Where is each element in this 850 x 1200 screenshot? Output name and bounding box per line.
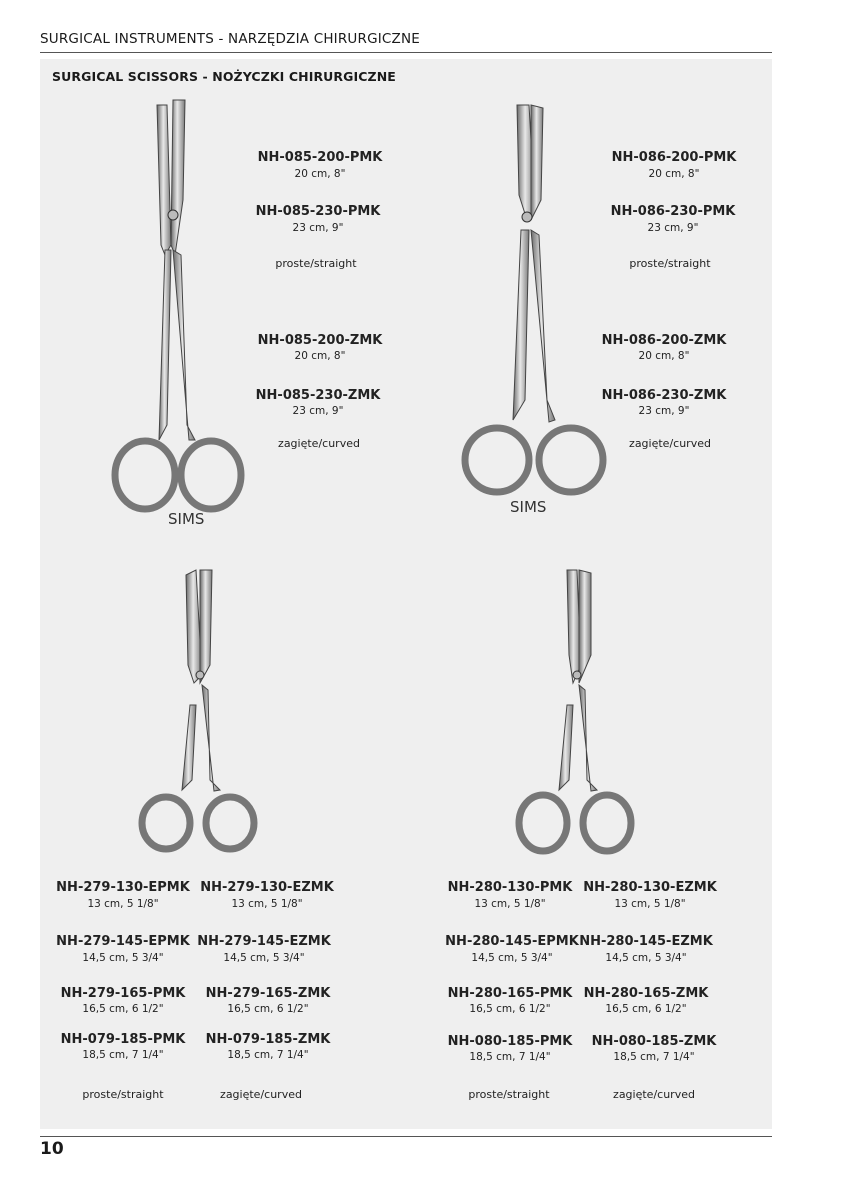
product-size: 16,5 cm, 6 1/2" bbox=[605, 1003, 687, 1015]
product-code: NH-086-200-ZMK bbox=[601, 333, 727, 348]
product-size: 14,5 cm, 5 3/4" bbox=[605, 952, 687, 964]
product-code: NH-085-200-ZMK bbox=[257, 333, 383, 348]
variant-note: zagięte/curved bbox=[629, 437, 711, 450]
product-code: NH-279-165-ZMK bbox=[205, 986, 331, 1001]
product-size: 18,5 cm, 7 1/4" bbox=[82, 1049, 164, 1061]
product-size: 23 cm, 9" bbox=[647, 222, 699, 234]
page-number: 10 bbox=[40, 1139, 64, 1159]
variant-note: zagięte/curved bbox=[220, 1088, 302, 1101]
product-size: 13 cm, 5 1/8" bbox=[231, 898, 303, 910]
header-rule bbox=[40, 52, 772, 53]
operating-scissors-curved-image bbox=[505, 565, 645, 865]
product-size: 16,5 cm, 6 1/2" bbox=[82, 1003, 164, 1015]
variant-note: zagięte/curved bbox=[278, 437, 360, 450]
product-code: NH-280-130-EZMK bbox=[583, 880, 717, 895]
model-label-sims: SIMS bbox=[168, 510, 205, 528]
model-label-sims: SIMS bbox=[510, 498, 547, 516]
product-size: 14,5 cm, 5 3/4" bbox=[471, 952, 553, 964]
product-size: 14,5 cm, 5 3/4" bbox=[223, 952, 305, 964]
product-code: NH-280-165-PMK bbox=[447, 986, 573, 1001]
product-code: NH-280-165-ZMK bbox=[583, 986, 709, 1001]
variant-note: proste/straight bbox=[275, 257, 357, 270]
product-code: NH-280-130-PMK bbox=[447, 880, 573, 895]
footer-rule bbox=[40, 1136, 772, 1137]
product-code: NH-086-200-PMK bbox=[611, 150, 737, 165]
product-size: 16,5 cm, 6 1/2" bbox=[469, 1003, 551, 1015]
product-size: 18,5 cm, 7 1/4" bbox=[469, 1051, 551, 1063]
product-size: 23 cm, 9" bbox=[292, 222, 344, 234]
product-code: NH-085-230-PMK bbox=[255, 204, 381, 219]
page-header-title: SURGICAL INSTRUMENTS - NARZĘDZIA CHIRURGICZNE bbox=[40, 31, 421, 47]
product-code: NH-079-185-PMK bbox=[60, 1032, 186, 1047]
product-code: NH-279-130-EZMK bbox=[200, 880, 334, 895]
product-code: NH-079-185-ZMK bbox=[205, 1032, 331, 1047]
product-size: 23 cm, 9" bbox=[638, 405, 690, 417]
operating-scissors-straight-image bbox=[130, 565, 270, 865]
product-size: 20 cm, 8" bbox=[648, 168, 700, 180]
product-size: 18,5 cm, 7 1/4" bbox=[613, 1051, 695, 1063]
product-code: NH-279-165-PMK bbox=[60, 986, 186, 1001]
product-size: 18,5 cm, 7 1/4" bbox=[227, 1049, 309, 1061]
product-code: NH-280-145-EPMK bbox=[445, 934, 579, 949]
product-size: 16,5 cm, 6 1/2" bbox=[227, 1003, 309, 1015]
section-title: SURGICAL SCISSORS - NOŻYCZKI CHIRURGICZNE bbox=[52, 69, 396, 84]
product-size: 20 cm, 8" bbox=[638, 350, 690, 362]
product-code: NH-086-230-ZMK bbox=[601, 388, 727, 403]
product-code: NH-279-130-EPMK bbox=[56, 880, 190, 895]
product-size: 20 cm, 8" bbox=[294, 168, 346, 180]
sims-scissors-curved-image bbox=[455, 100, 615, 500]
variant-note: proste/straight bbox=[82, 1088, 164, 1101]
product-size: 13 cm, 5 1/8" bbox=[474, 898, 546, 910]
variant-note: proste/straight bbox=[468, 1088, 550, 1101]
product-size: 13 cm, 5 1/8" bbox=[614, 898, 686, 910]
product-size: 23 cm, 9" bbox=[292, 405, 344, 417]
product-code: NH-085-200-PMK bbox=[257, 150, 383, 165]
product-code: NH-085-230-ZMK bbox=[255, 388, 381, 403]
product-size: 14,5 cm, 5 3/4" bbox=[82, 952, 164, 964]
variant-note: zagięte/curved bbox=[613, 1088, 695, 1101]
product-size: 20 cm, 8" bbox=[294, 350, 346, 362]
product-size: 13 cm, 5 1/8" bbox=[87, 898, 159, 910]
product-code: NH-080-185-PMK bbox=[447, 1034, 573, 1049]
product-code: NH-086-230-PMK bbox=[610, 204, 736, 219]
product-code: NH-080-185-ZMK bbox=[591, 1034, 717, 1049]
product-code: NH-279-145-EPMK bbox=[56, 934, 190, 949]
variant-note: proste/straight bbox=[629, 257, 711, 270]
sims-scissors-straight-image bbox=[105, 95, 255, 515]
product-code: NH-280-145-EZMK bbox=[579, 934, 713, 949]
product-code: NH-279-145-EZMK bbox=[197, 934, 331, 949]
